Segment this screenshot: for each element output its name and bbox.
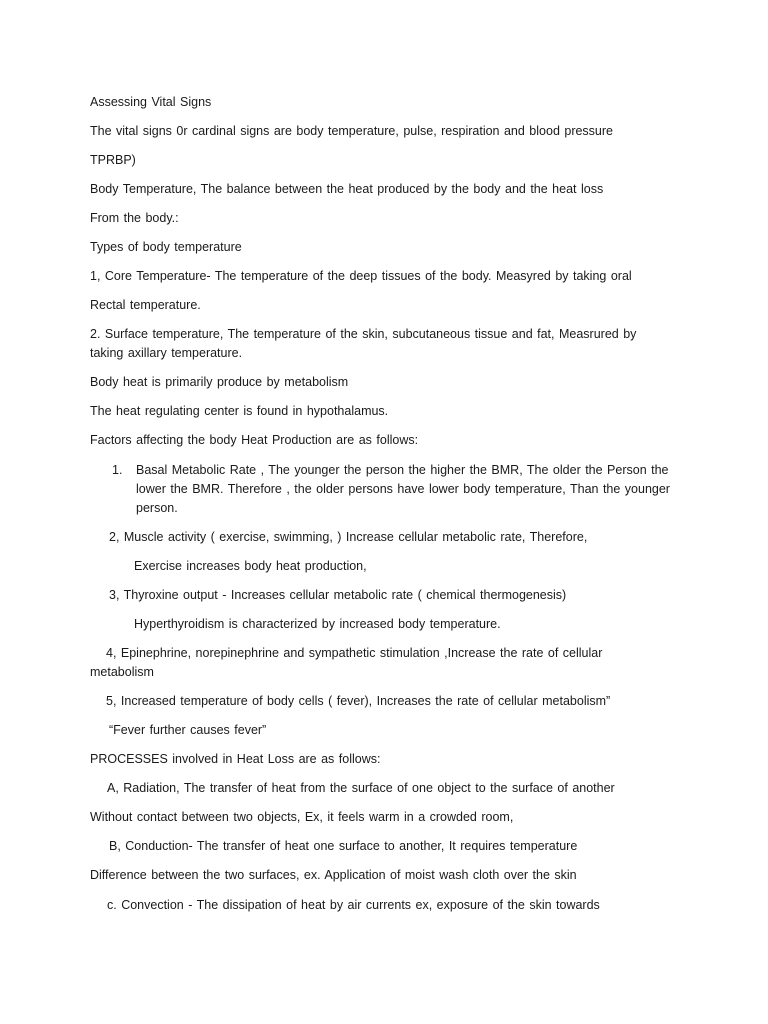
factor-4-line-1: 4, Epinephrine, norepinephrine and sympathetic stimulation ,Increase the rate of cellular (106, 646, 603, 660)
process-b-line-1: B, Conduction- The transfer of heat one surface to another, It requires temperature (109, 839, 578, 853)
process-c-line-1: c. Convection - The dissipation of heat by air currents ex, exposure of the skin towards (107, 898, 600, 912)
factor-5-line-2: “Fever further causes fever” (109, 723, 267, 737)
surface-temp-paragraph: 2. Surface temperature, The temperature of the skin, subcutaneous tissue and fat, Measrured by taking axillary temperature. (90, 327, 637, 360)
body-temp-line-1: Body Temperature, The balance between the heat produced by the body and the heat loss (90, 182, 604, 196)
document-title: Assessing Vital Signs (90, 95, 212, 109)
core-temp-line-1: 1, Core Temperature- The temperature of the deep tissues of the body. Measyred by taking oral (90, 269, 632, 283)
regulating-center-line: The heat regulating center is found in hypothalamus. (90, 404, 389, 418)
metabolism-line: Body heat is primarily produce by metabolism (90, 375, 349, 389)
process-a-line-2: Without contact between two objects, Ex, it feels warm in a crowded room, (90, 810, 514, 824)
factor-1-text: Basal Metabolic Rate , The younger the person the higher the BMR, The older the Person the lower the BMR. Therefore , the older persons have lower body temperature, Than the younger person. (136, 463, 670, 515)
core-temp-line-2: Rectal temperature. (90, 298, 201, 312)
factors-heading: Factors affecting the body Heat Production are as follows: (90, 433, 419, 447)
process-a-line-1: A, Radiation, The transfer of heat from the surface of one object to the surface of another (107, 781, 615, 795)
factor-1-number: 1. (112, 463, 123, 477)
factor-3-line-1: 3, Thyroxine output - Increases cellular metabolic rate ( chemical thermogenesis) (109, 588, 567, 602)
factor-4-line-2: metabolism (90, 665, 154, 679)
factor-2-line-2: Exercise increases body heat production, (134, 559, 367, 573)
types-heading: Types of body temperature (90, 240, 242, 254)
intro-line-2: TPRBP) (90, 153, 136, 167)
factor-5-line-1: 5, Increased temperature of body cells ( fever), Increases the rate of cellular metabolism” (106, 694, 611, 708)
intro-line-1: The vital signs 0r cardinal signs are body temperature, pulse, respiration and blood pressure (90, 124, 613, 138)
factor-2-line-1: 2, Muscle activity ( exercise, swimming, ) Increase cellular metabolic rate, Therefore, (109, 530, 588, 544)
process-b-line-2: Difference between the two surfaces, ex. Application of moist wash cloth over the skin (90, 868, 577, 882)
factor-3-line-2: Hyperthyroidism is characterized by increased body temperature. (134, 617, 501, 631)
body-temp-line-2: From the body.: (90, 211, 179, 225)
processes-heading: PROCESSES involved in Heat Loss are as follows: (90, 752, 381, 766)
